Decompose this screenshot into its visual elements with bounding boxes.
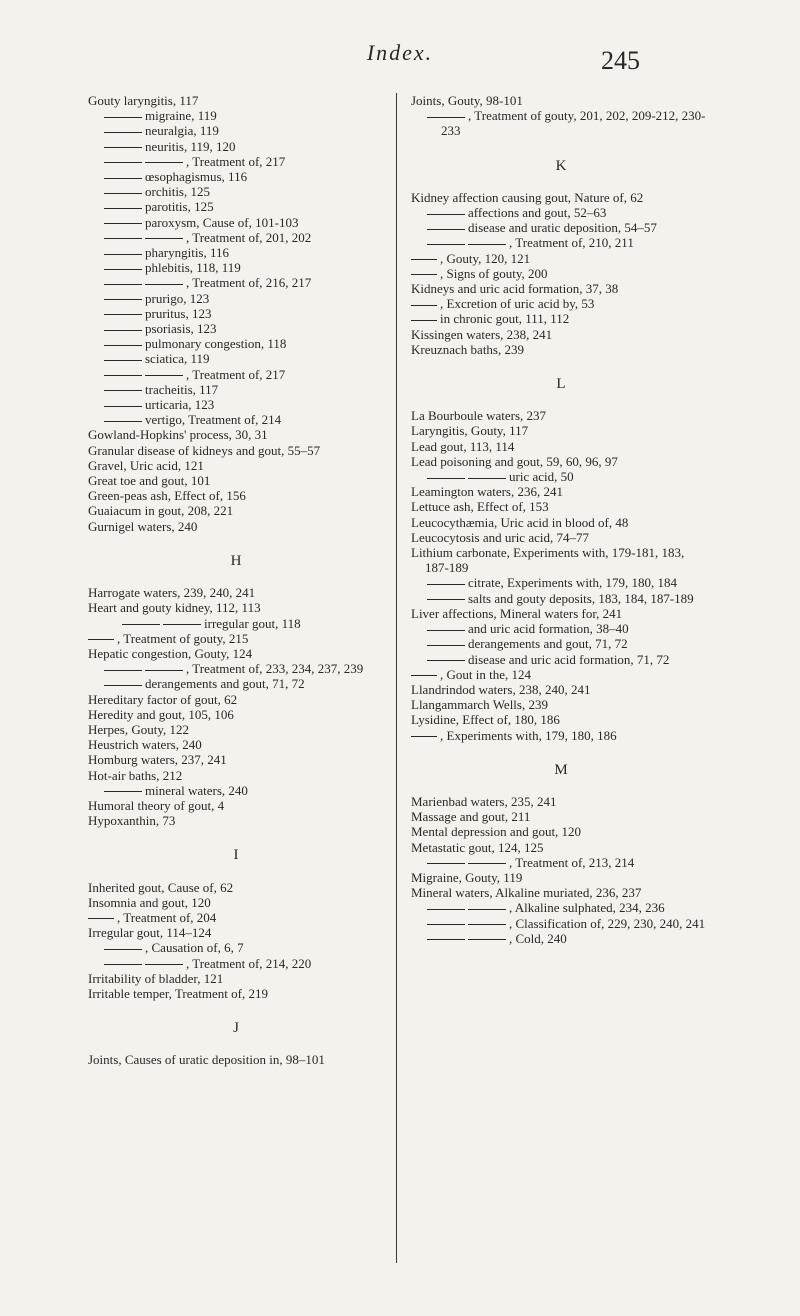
index-entry-text: in chronic gout, 111, 112 bbox=[440, 311, 570, 327]
dash-rule bbox=[411, 259, 437, 260]
index-entry-text: , Excretion of uric acid by, 53 bbox=[440, 296, 595, 312]
index-entry bbox=[88, 367, 384, 382]
index-entry bbox=[88, 600, 384, 615]
index-entry-text: sciatica, 119 bbox=[145, 351, 210, 367]
index-entry-text: , Cold, 240 bbox=[509, 930, 567, 946]
index-entry-text: , Treatment of, 201, 202 bbox=[186, 229, 312, 245]
index-entry bbox=[88, 427, 384, 442]
index-entry-text: urticaria, 123 bbox=[145, 397, 215, 413]
index-entry-text: Harrogate waters, 239, 240, 241 bbox=[88, 585, 256, 601]
index-entry-text: , Treatment of, 213, 214 bbox=[509, 854, 635, 870]
dash-rule bbox=[468, 478, 506, 479]
index-entry-text: , Treatment of gouty, 201, 202, 209-212, 230-233 bbox=[441, 108, 706, 139]
dash-rule bbox=[427, 214, 465, 215]
index-entry bbox=[88, 291, 384, 306]
index-entry bbox=[88, 503, 384, 518]
section-letter: J bbox=[233, 1020, 239, 1037]
index-entry bbox=[88, 783, 384, 798]
index-entry bbox=[411, 824, 711, 839]
index-entry bbox=[411, 652, 711, 667]
index-entry-text: Gravel, Uric acid, 121 bbox=[88, 457, 204, 473]
index-entry bbox=[88, 154, 384, 169]
index-entry-text: , Signs of gouty, 200 bbox=[440, 265, 548, 281]
index-entry-text: Liver affections, Mineral waters for, 241 bbox=[411, 605, 623, 621]
dash-rule bbox=[427, 939, 465, 940]
index-entry bbox=[411, 454, 711, 469]
index-entry bbox=[88, 260, 384, 275]
index-entry bbox=[411, 575, 711, 590]
index-entry bbox=[411, 515, 711, 530]
index-entry-text: Lead poisoning and gout, 59, 60, 96, 97 bbox=[411, 453, 618, 469]
index-entry bbox=[88, 458, 384, 473]
index-entry bbox=[411, 870, 711, 885]
index-entry-text: Kissingen waters, 238, 241 bbox=[411, 326, 553, 342]
dash-rule bbox=[88, 639, 114, 640]
dash-rule bbox=[427, 630, 465, 631]
index-entry-text: Joints, Causes of uratic deposition in, 98–101 bbox=[88, 1052, 325, 1068]
index-entry bbox=[88, 692, 384, 707]
index-entry-text: Marienbad waters, 235, 241 bbox=[411, 793, 557, 809]
index-entry bbox=[411, 281, 711, 296]
index-entry-text: Hepatic congestion, Gouty, 124 bbox=[88, 645, 253, 661]
index-entry bbox=[411, 885, 711, 900]
index-entry bbox=[88, 519, 384, 534]
section-letter: K bbox=[555, 157, 567, 174]
running-head: Index. bbox=[366, 40, 434, 65]
index-entry-text: pruritus, 123 bbox=[145, 305, 212, 321]
index-entry-text: , Treatment of gouty, 215 bbox=[117, 630, 249, 646]
dash-rule bbox=[468, 244, 506, 245]
index-entry bbox=[88, 275, 384, 290]
dash-rule bbox=[104, 208, 142, 209]
index-entry bbox=[411, 311, 711, 326]
dash-rule bbox=[145, 238, 183, 239]
index-entry-text: psoriasis, 123 bbox=[145, 321, 217, 337]
dash-rule bbox=[104, 406, 142, 407]
dash-rule bbox=[427, 645, 465, 646]
index-entry-text: Gowland-Hopkins' process, 30, 31 bbox=[88, 427, 268, 443]
dash-rule bbox=[104, 162, 142, 163]
index-entry-text: Irregular gout, 114–124 bbox=[88, 925, 212, 941]
index-entry bbox=[88, 752, 384, 767]
index-entry bbox=[411, 931, 711, 946]
dash-rule bbox=[104, 421, 142, 422]
dash-rule bbox=[104, 685, 142, 686]
dash-rule bbox=[145, 375, 183, 376]
dash-rule bbox=[104, 254, 142, 255]
dash-rule bbox=[104, 284, 142, 285]
index-entry bbox=[411, 251, 711, 266]
index-entry bbox=[411, 916, 711, 931]
dash-rule bbox=[104, 390, 142, 391]
index-entry bbox=[88, 707, 384, 722]
index-entry bbox=[88, 412, 384, 427]
index-entry-text: Gouty laryngitis, 117 bbox=[88, 93, 199, 108]
index-entry bbox=[88, 737, 384, 752]
index-entry bbox=[88, 199, 384, 214]
section-letter: I bbox=[233, 847, 239, 864]
index-entry bbox=[88, 351, 384, 366]
dash-rule bbox=[104, 147, 142, 148]
index-entry bbox=[88, 139, 384, 154]
index-entry-text: Gurnigel waters, 240 bbox=[88, 518, 198, 534]
index-entry-text: , Gouty, 120, 121 bbox=[440, 250, 531, 266]
index-entry bbox=[88, 585, 384, 600]
index-entry-text: , Gout in the, 124 bbox=[440, 666, 531, 682]
index-column-left bbox=[88, 93, 384, 1068]
index-entry-text: Kreuznach baths, 239 bbox=[411, 341, 524, 357]
index-entry bbox=[411, 900, 711, 915]
index-entry-text: neuralgia, 119 bbox=[145, 123, 219, 139]
index-entry bbox=[88, 646, 384, 661]
index-entry-text: Lead gout, 113, 114 bbox=[411, 438, 515, 454]
dash-rule bbox=[427, 584, 465, 585]
index-entry bbox=[411, 530, 711, 545]
index-entry-text: pharyngitis, 116 bbox=[145, 245, 230, 261]
index-entry-text: Leucocytosis and uric acid, 74–77 bbox=[411, 529, 589, 545]
index-entry-text: derangements and gout, 71, 72 bbox=[145, 676, 305, 692]
index-entry-text: Metastatic gout, 124, 125 bbox=[411, 839, 544, 855]
index-entry-text: , Treatment of, 204 bbox=[117, 909, 217, 925]
page-header bbox=[0, 40, 800, 80]
index-entry-text: salts and gouty deposits, 183, 184, 187-189 bbox=[468, 590, 694, 606]
index-entry-text: La Bourboule waters, 237 bbox=[411, 408, 547, 424]
index-entry-text: , Treatment of, 214, 220 bbox=[186, 955, 312, 971]
index-entry bbox=[411, 484, 711, 499]
index-entry bbox=[88, 895, 384, 910]
dash-rule bbox=[104, 132, 142, 133]
index-entry-text: Joints, Gouty, 98-101 bbox=[411, 93, 523, 108]
index-entry-text: irregular gout, 118 bbox=[204, 615, 301, 631]
index-entry bbox=[88, 956, 384, 971]
index-entry-text: , Treatment of, 216, 217 bbox=[186, 275, 312, 291]
index-entry bbox=[88, 397, 384, 412]
index-entry-text: and uric acid formation, 38–40 bbox=[468, 621, 629, 637]
index-entry-text: Mineral waters, Alkaline muriated, 236, 237 bbox=[411, 885, 642, 901]
index-entry-text: neuritis, 119, 120 bbox=[145, 138, 236, 154]
index-entry-text: affections and gout, 52–63 bbox=[468, 205, 607, 221]
index-entry-text: migraine, 119 bbox=[145, 108, 217, 124]
dash-rule bbox=[468, 863, 506, 864]
index-entry-text: Irritable temper, Treatment of, 219 bbox=[88, 985, 268, 1001]
index-entry-text: , Alkaline sulphated, 234, 236 bbox=[509, 900, 665, 916]
dash-rule bbox=[104, 238, 142, 239]
index-entry bbox=[411, 499, 711, 514]
dash-rule bbox=[104, 223, 142, 224]
index-entry bbox=[411, 606, 711, 621]
index-entry-text: Mental depression and gout, 120 bbox=[411, 824, 582, 840]
index-entry-text: Granular disease of kidneys and gout, 55–57 bbox=[88, 442, 321, 458]
index-entry bbox=[88, 443, 384, 458]
index-entry-text: Lithium carbonate, Experiments with, 179-181, 183, 187-189 bbox=[411, 545, 685, 576]
section-letter: L bbox=[556, 376, 566, 393]
index-entry bbox=[88, 986, 384, 1001]
index-entry bbox=[411, 108, 711, 138]
index-entry bbox=[88, 382, 384, 397]
dash-rule bbox=[468, 909, 506, 910]
dash-rule bbox=[104, 314, 142, 315]
index-entry-text: Guaiacum in gout, 208, 221 bbox=[88, 503, 234, 519]
dash-rule bbox=[104, 360, 142, 361]
index-entry-text: parotitis, 125 bbox=[145, 199, 214, 215]
dash-rule bbox=[411, 675, 437, 676]
index-entry-text: prurigo, 123 bbox=[145, 290, 210, 306]
index-entry bbox=[411, 840, 711, 855]
index-entry-text: phlebitis, 118, 119 bbox=[145, 260, 241, 276]
index-entry bbox=[411, 296, 711, 311]
index-entry-text: Laryngitis, Gouty, 117 bbox=[411, 423, 529, 439]
dash-rule bbox=[468, 939, 506, 940]
index-entry-text: Heredity and gout, 105, 106 bbox=[88, 706, 234, 722]
index-entry bbox=[88, 798, 384, 813]
index-entry bbox=[411, 408, 711, 423]
dash-rule bbox=[411, 305, 437, 306]
index-entry bbox=[411, 342, 711, 357]
index-entry bbox=[88, 616, 384, 631]
index-entry-text: Hot-air baths, 212 bbox=[88, 767, 183, 783]
dash-rule bbox=[427, 599, 465, 600]
index-entry bbox=[411, 591, 711, 606]
index-entry bbox=[411, 327, 711, 342]
index-entry bbox=[411, 636, 711, 651]
index-entry-text: Leamington waters, 236, 241 bbox=[411, 484, 563, 500]
index-entry bbox=[88, 473, 384, 488]
dash-rule bbox=[427, 909, 465, 910]
index-entry bbox=[411, 667, 711, 682]
index-entry bbox=[411, 697, 711, 712]
index-entry-text: disease and uric acid formation, 71, 72 bbox=[468, 651, 670, 667]
index-entry-text: Humoral theory of gout, 4 bbox=[88, 797, 225, 813]
index-entry-text: Green-peas ash, Effect of, 156 bbox=[88, 488, 246, 504]
index-entry-text: Lettuce ash, Effect of, 153 bbox=[411, 499, 549, 515]
index-entry bbox=[88, 768, 384, 783]
index-entry-text: , Causation of, 6, 7 bbox=[145, 940, 244, 956]
dash-rule bbox=[145, 284, 183, 285]
index-entry-text: Migraine, Gouty, 119 bbox=[411, 869, 523, 885]
index-entry bbox=[411, 545, 711, 575]
index-entry-text: , Treatment of, 217 bbox=[186, 366, 286, 382]
dash-rule bbox=[145, 964, 183, 965]
index-entry-text: Insomnia and gout, 120 bbox=[88, 894, 211, 910]
index-entry-text: tracheitis, 117 bbox=[145, 381, 219, 397]
index-entry-text: Homburg waters, 237, 241 bbox=[88, 752, 227, 768]
index-entry bbox=[411, 235, 711, 250]
index-entry-text: Inherited gout, Cause of, 62 bbox=[88, 879, 234, 895]
index-entry-text: Lysidine, Effect of, 180, 186 bbox=[411, 712, 560, 728]
index-entry bbox=[88, 1052, 384, 1067]
index-entry bbox=[88, 336, 384, 351]
index-entry bbox=[411, 423, 711, 438]
dash-rule bbox=[411, 274, 437, 275]
dash-rule bbox=[104, 330, 142, 331]
index-entry bbox=[411, 220, 711, 235]
page-number: 245 bbox=[601, 46, 640, 75]
dash-rule bbox=[104, 670, 142, 671]
index-entry bbox=[411, 205, 711, 220]
index-entry-text: paroxysm, Cause of, 101-103 bbox=[145, 214, 299, 230]
index-entry bbox=[88, 169, 384, 184]
dash-rule bbox=[104, 193, 142, 194]
index-entry bbox=[88, 230, 384, 245]
index-entry-text: Kidneys and uric acid formation, 37, 38 bbox=[411, 281, 619, 297]
index-entry bbox=[411, 712, 711, 727]
dash-rule bbox=[427, 924, 465, 925]
index-entry bbox=[411, 93, 711, 108]
dash-rule bbox=[104, 345, 142, 346]
index-entry-text: derangements and gout, 71, 72 bbox=[468, 636, 628, 652]
index-entry-text: Great toe and gout, 101 bbox=[88, 473, 211, 489]
index-entry-text: orchitis, 125 bbox=[145, 184, 210, 200]
index-entry-text: , Treatment of, 210, 211 bbox=[509, 235, 634, 251]
dash-rule bbox=[88, 918, 114, 919]
index-entry bbox=[88, 722, 384, 737]
index-entry bbox=[411, 855, 711, 870]
dash-rule bbox=[104, 117, 142, 118]
dash-rule bbox=[427, 244, 465, 245]
dash-rule bbox=[468, 924, 506, 925]
index-entry bbox=[411, 469, 711, 484]
dash-rule bbox=[104, 269, 142, 270]
dash-rule bbox=[122, 624, 160, 625]
index-entry bbox=[411, 809, 711, 824]
dash-rule bbox=[104, 375, 142, 376]
dash-rule bbox=[163, 624, 201, 625]
dash-rule bbox=[411, 736, 437, 737]
index-entry bbox=[88, 93, 384, 108]
index-entry-text: uric acid, 50 bbox=[509, 469, 574, 485]
dash-rule bbox=[411, 320, 437, 321]
index-entry-text: vertigo, Treatment of, 214 bbox=[145, 412, 282, 428]
index-entry-text: Heart and gouty kidney, 112, 113 bbox=[88, 600, 261, 616]
dash-rule bbox=[427, 229, 465, 230]
dash-rule bbox=[104, 791, 142, 792]
index-entry bbox=[88, 488, 384, 503]
section-letter: H bbox=[230, 552, 242, 569]
index-entry-text: œsophagismus, 116 bbox=[145, 169, 248, 185]
index-entry bbox=[88, 910, 384, 925]
index-entry bbox=[411, 794, 711, 809]
dash-rule bbox=[427, 863, 465, 864]
index-entry-text: Llandrindod waters, 238, 240, 241 bbox=[411, 681, 591, 697]
index-entry bbox=[411, 621, 711, 636]
index-entry-text: mineral waters, 240 bbox=[145, 782, 248, 798]
index-entry bbox=[88, 940, 384, 955]
index-entry bbox=[88, 245, 384, 260]
index-entry-text: Massage and gout, 211 bbox=[411, 809, 531, 825]
index-entry bbox=[88, 215, 384, 230]
dash-rule bbox=[427, 478, 465, 479]
dash-rule bbox=[104, 949, 142, 950]
index-column-right bbox=[396, 93, 711, 1263]
dash-rule bbox=[104, 299, 142, 300]
dash-rule bbox=[104, 964, 142, 965]
index-entry bbox=[411, 682, 711, 697]
index-entry-text: Kidney affection causing gout, Nature of, 62 bbox=[411, 189, 644, 205]
index-entry-text: Herpes, Gouty, 122 bbox=[88, 721, 189, 737]
index-entry bbox=[88, 306, 384, 321]
index-entry-text: Llangammarch Wells, 239 bbox=[411, 697, 548, 713]
dash-rule bbox=[427, 660, 465, 661]
dash-rule bbox=[427, 117, 465, 118]
index-entry-text: Irritability of bladder, 121 bbox=[88, 970, 224, 986]
index-entry bbox=[88, 813, 384, 828]
index-entry bbox=[411, 439, 711, 454]
dash-rule bbox=[104, 178, 142, 179]
dash-rule bbox=[145, 670, 183, 671]
index-entry bbox=[88, 661, 384, 676]
index-entry-text: , Treatment of, 217 bbox=[186, 153, 286, 169]
index-entry bbox=[88, 184, 384, 199]
index-entry-text: Leucocythæmia, Uric acid in blood of, 48 bbox=[411, 514, 629, 530]
index-entry-text: pulmonary congestion, 118 bbox=[145, 336, 287, 352]
index-entry bbox=[411, 266, 711, 281]
index-entry bbox=[88, 321, 384, 336]
index-entry bbox=[88, 925, 384, 940]
index-entry-text: Hereditary factor of gout, 62 bbox=[88, 691, 238, 707]
index-entry-text: , Classification of, 229, 230, 240, 241 bbox=[509, 915, 706, 931]
index-entry-text: disease and uratic deposition, 54–57 bbox=[468, 220, 657, 236]
index-entry bbox=[88, 676, 384, 691]
index-entry bbox=[88, 108, 384, 123]
index-entry-text: Hypoxanthin, 73 bbox=[88, 813, 176, 829]
index-entry-text: , Treatment of, 233, 234, 237, 239 bbox=[186, 661, 364, 677]
dash-rule bbox=[145, 162, 183, 163]
index-entry bbox=[411, 728, 711, 743]
index-entry-text: Heustrich waters, 240 bbox=[88, 737, 202, 753]
index-entry bbox=[411, 190, 711, 205]
index-entry-text: , Experiments with, 179, 180, 186 bbox=[440, 727, 617, 743]
index-entry bbox=[88, 631, 384, 646]
index-entry bbox=[88, 880, 384, 895]
index-entry bbox=[88, 971, 384, 986]
index-entry-text: citrate, Experiments with, 179, 180, 184 bbox=[468, 575, 678, 591]
section-letter: M bbox=[554, 761, 568, 778]
index-entry bbox=[88, 123, 384, 138]
